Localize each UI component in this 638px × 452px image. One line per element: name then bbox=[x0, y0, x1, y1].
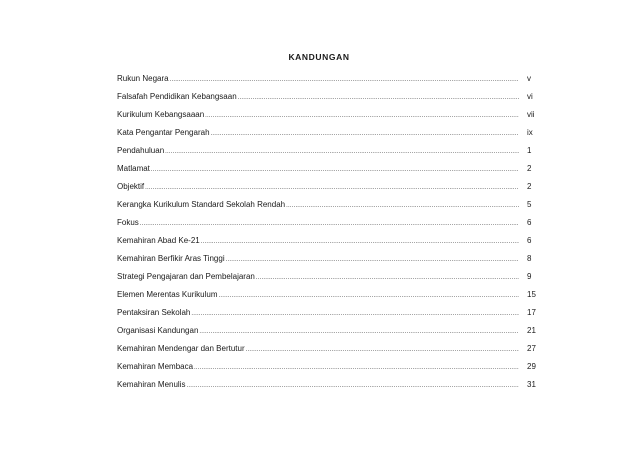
toc-leader-dots bbox=[238, 89, 519, 107]
toc-leader-dots bbox=[201, 233, 519, 251]
page-title: KANDUNGAN bbox=[288, 52, 350, 62]
toc-entry[interactable] bbox=[117, 232, 549, 250]
toc-leader-dots bbox=[140, 215, 519, 233]
toc-leader-dots bbox=[218, 287, 519, 305]
toc-entry-label: Rukun Negara bbox=[117, 74, 169, 83]
toc-entry-label: Kemahiran Menulis bbox=[117, 380, 186, 389]
toc-entry-label: Organisasi Kandungan bbox=[117, 326, 199, 335]
toc-entry-page: v bbox=[527, 74, 531, 83]
toc-entry-page: 9 bbox=[527, 272, 532, 281]
toc-entry-page: 6 bbox=[527, 236, 532, 245]
toc-entry-page: 15 bbox=[527, 290, 536, 299]
toc-entry[interactable] bbox=[117, 322, 549, 340]
toc-entry-label: Fokus bbox=[117, 218, 139, 227]
toc-entry-page: ix bbox=[527, 128, 533, 137]
toc-entry-page: 6 bbox=[527, 218, 532, 227]
toc-entry-page: 27 bbox=[527, 344, 536, 353]
toc-leader-dots bbox=[191, 305, 519, 323]
toc-entry-label: Elemen Merentas Kurikulum bbox=[117, 290, 218, 299]
toc-entry-label: Kurikulum Kebangsaaan bbox=[117, 110, 205, 119]
toc-entry[interactable] bbox=[117, 268, 549, 286]
toc-entry-label: Kemahiran Abad Ke-21 bbox=[117, 236, 200, 245]
toc-entry-label: Kemahiran Mendengar dan Bertutur bbox=[117, 344, 245, 353]
toc-entry[interactable] bbox=[117, 142, 549, 160]
toc-entry-page: 17 bbox=[527, 308, 536, 317]
toc-entry[interactable] bbox=[117, 106, 549, 124]
toc-entry-page: 5 bbox=[527, 200, 532, 209]
toc-leader-dots bbox=[165, 143, 519, 161]
toc-leader-dots bbox=[194, 359, 519, 377]
toc-entry[interactable] bbox=[117, 340, 549, 358]
toc-entry[interactable] bbox=[117, 376, 549, 394]
toc-entry-page: 21 bbox=[527, 326, 536, 335]
toc-entry-page: 29 bbox=[527, 362, 536, 371]
toc-entry-label: Falsafah Pendidikan Kebangsaan bbox=[117, 92, 237, 101]
toc-entry[interactable] bbox=[117, 286, 549, 304]
toc-entry-label: Matlamat bbox=[117, 164, 150, 173]
toc-entry-label: Kemahiran Berfikir Aras Tinggi bbox=[117, 254, 225, 263]
toc-entry-page: 2 bbox=[527, 182, 532, 191]
toc-entry[interactable] bbox=[117, 214, 549, 232]
toc-entry-page: vi bbox=[527, 92, 533, 101]
toc-leader-dots bbox=[226, 251, 519, 269]
toc-entry[interactable] bbox=[117, 196, 549, 214]
toc-leader-dots bbox=[170, 71, 519, 89]
toc-entry[interactable] bbox=[117, 160, 549, 178]
toc-entry-page: 8 bbox=[527, 254, 532, 263]
toc-leader-dots bbox=[211, 125, 519, 143]
toc-entry[interactable] bbox=[117, 178, 549, 196]
toc-entry-label: Objektif bbox=[117, 182, 145, 191]
table-of-contents bbox=[117, 70, 549, 394]
toc-leader-dots bbox=[205, 107, 519, 125]
toc-leader-dots bbox=[145, 179, 519, 197]
toc-entry[interactable] bbox=[117, 358, 549, 376]
toc-entry-label: Kerangka Kurikulum Standard Sekolah Rendah bbox=[117, 200, 286, 209]
toc-entry-page: 31 bbox=[527, 380, 536, 389]
toc-entry-page: 2 bbox=[527, 164, 532, 173]
toc-entry-label: Pentaksiran Sekolah bbox=[117, 308, 191, 317]
toc-entry-label: Kemahiran Membaca bbox=[117, 362, 194, 371]
toc-entry[interactable] bbox=[117, 124, 549, 142]
toc-leader-dots bbox=[151, 161, 519, 179]
toc-entry[interactable] bbox=[117, 88, 549, 106]
toc-entry-page: 1 bbox=[527, 146, 532, 155]
toc-leader-dots bbox=[246, 341, 519, 359]
toc-entry[interactable] bbox=[117, 304, 549, 322]
toc-leader-dots bbox=[286, 197, 519, 215]
toc-entry-label: Pendahuluan bbox=[117, 146, 165, 155]
toc-entry-label: Kata Pengantar Pengarah bbox=[117, 128, 210, 137]
toc-entry[interactable] bbox=[117, 250, 549, 268]
toc-entry[interactable] bbox=[117, 70, 549, 88]
toc-leader-dots bbox=[199, 323, 519, 341]
toc-entry-page: vii bbox=[527, 110, 535, 119]
toc-leader-dots bbox=[256, 269, 519, 287]
toc-entry-label: Strategi Pengajaran dan Pembelajaran bbox=[117, 272, 255, 281]
toc-leader-dots bbox=[186, 377, 519, 395]
